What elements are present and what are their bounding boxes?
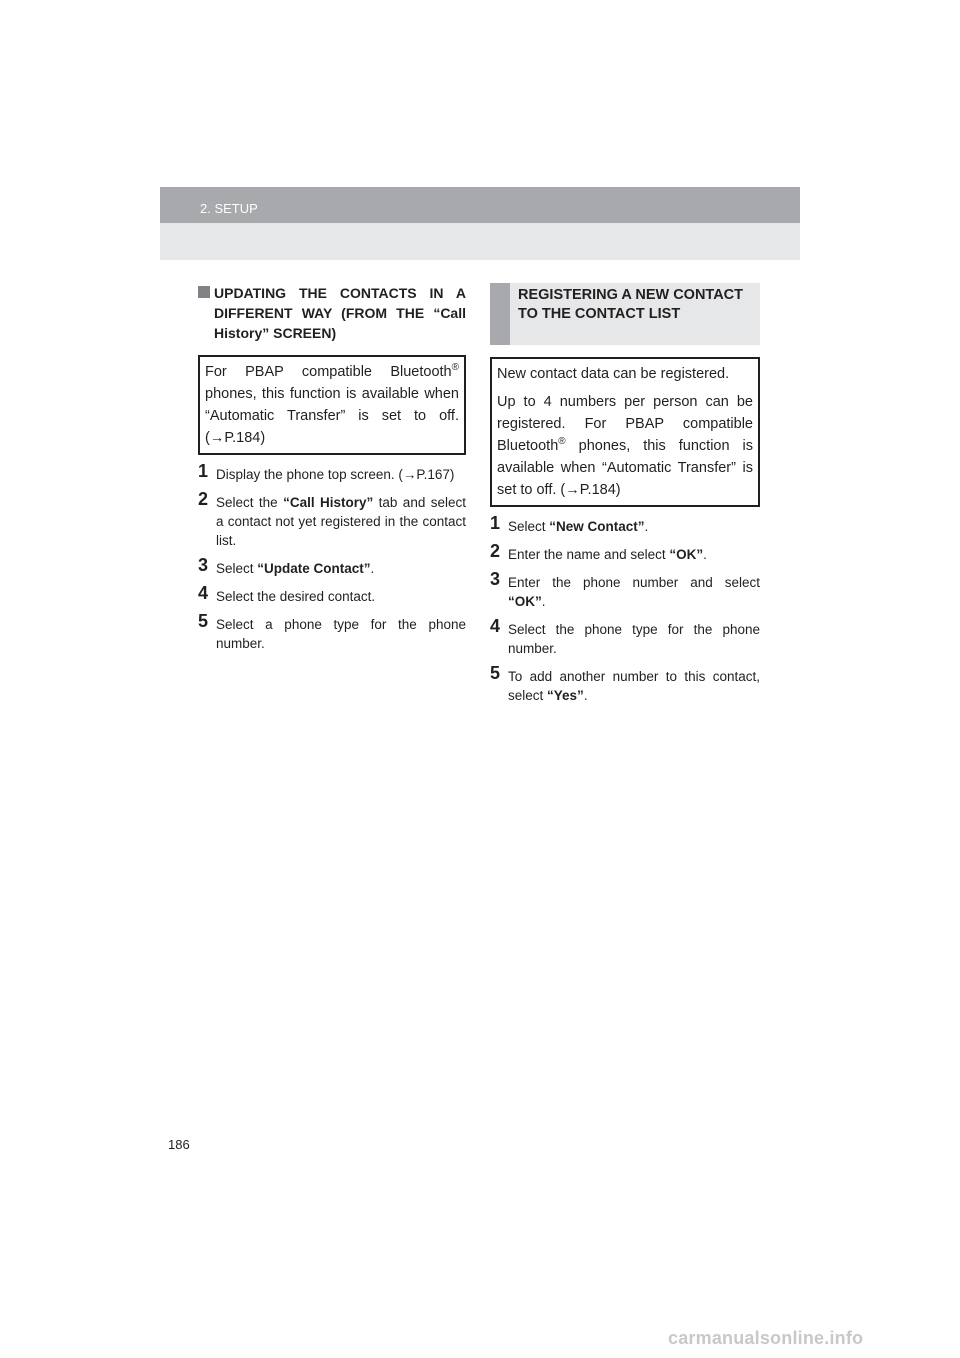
step-number: 4	[198, 583, 209, 603]
step-item	[490, 569, 760, 611]
step-number: 5	[490, 663, 501, 683]
step-list	[198, 461, 466, 653]
step-text: Enter the phone number and select	[508, 575, 760, 590]
note-text: Up to 4 numbers per person can be registered. For PBAP compatible Bluetooth	[497, 394, 753, 454]
step-number: 5	[198, 611, 209, 631]
step-item	[198, 555, 466, 578]
right-column	[490, 283, 760, 714]
note-box	[198, 355, 466, 455]
square-bullet-icon	[198, 286, 210, 298]
step-item	[490, 541, 760, 564]
step-item	[490, 513, 760, 536]
step-item	[198, 461, 466, 484]
step-text: Select the desired contact.	[216, 589, 376, 604]
step-text-cont: tab and select a contact not yet registered in the contact list.	[216, 495, 466, 548]
step-item	[198, 611, 466, 653]
step-text: Select a phone type for the phone number.	[216, 617, 466, 651]
step-text: Select the	[216, 495, 284, 510]
step-emphasis: “Yes”	[547, 688, 584, 703]
step-item	[198, 489, 466, 550]
step-text-cont: .	[583, 688, 588, 703]
section-label: 2. SETUP	[200, 201, 258, 216]
step-number: 2	[490, 541, 501, 561]
section-title: REGISTERING A NEW CONTACT TO THE CONTACT LIST	[518, 287, 744, 322]
step-item	[490, 663, 760, 705]
left-column	[198, 283, 466, 662]
title-accent-bar	[490, 283, 510, 345]
step-text: Enter the name and select	[508, 547, 670, 562]
note-text-cont: phones, this function is available when “Automatic Transfer” is set to off. (→P.184)	[205, 386, 459, 446]
step-item	[198, 583, 466, 606]
step-text: Select	[508, 519, 550, 534]
heading-text: UPDATING THE CONTACTS IN A DIFFERENT WAY (FROM THE “Call History” SCREEN)	[214, 285, 466, 341]
step-text: Select the phone type for the phone number.	[508, 622, 760, 656]
step-text: Select	[216, 561, 258, 576]
note-paragraph	[497, 391, 753, 501]
step-text-cont: .	[644, 519, 649, 534]
step-text: To add another number to this contact, select	[508, 669, 760, 703]
step-number: 3	[198, 555, 209, 575]
step-text-cont: .	[541, 594, 546, 609]
step-text: Display the phone top screen. (→P.167)	[216, 467, 455, 482]
step-item	[490, 616, 760, 658]
page-number: 186	[168, 1137, 190, 1152]
step-number: 1	[198, 461, 209, 481]
step-number: 2	[198, 489, 209, 509]
step-list	[490, 513, 760, 705]
step-emphasis: “New Contact”	[549, 519, 645, 534]
step-number: 3	[490, 569, 501, 589]
note-text-cont: phones, this function is available when “Automatic Transfer” is set to off. (→P.184)	[497, 438, 753, 498]
registered-mark: ®	[451, 362, 459, 374]
section-title-box	[490, 283, 760, 345]
header-subbar	[160, 223, 800, 260]
step-emphasis: “Update Contact”	[257, 561, 371, 576]
step-number: 4	[490, 616, 501, 636]
step-number: 1	[490, 513, 501, 533]
step-emphasis: “OK”	[508, 594, 542, 609]
step-emphasis: “OK”	[669, 547, 704, 562]
step-text-cont: .	[703, 547, 707, 562]
step-emphasis: “Call History”	[283, 495, 374, 510]
registered-mark: ®	[558, 436, 566, 448]
watermark: carmanualsonline.info	[668, 1328, 864, 1348]
note-text: For PBAP compatible Bluetooth	[205, 364, 452, 380]
note-paragraph: New contact data can be registered.	[497, 366, 730, 382]
note-box	[490, 357, 760, 507]
step-text-cont: .	[370, 561, 375, 576]
section-heading	[198, 283, 466, 343]
